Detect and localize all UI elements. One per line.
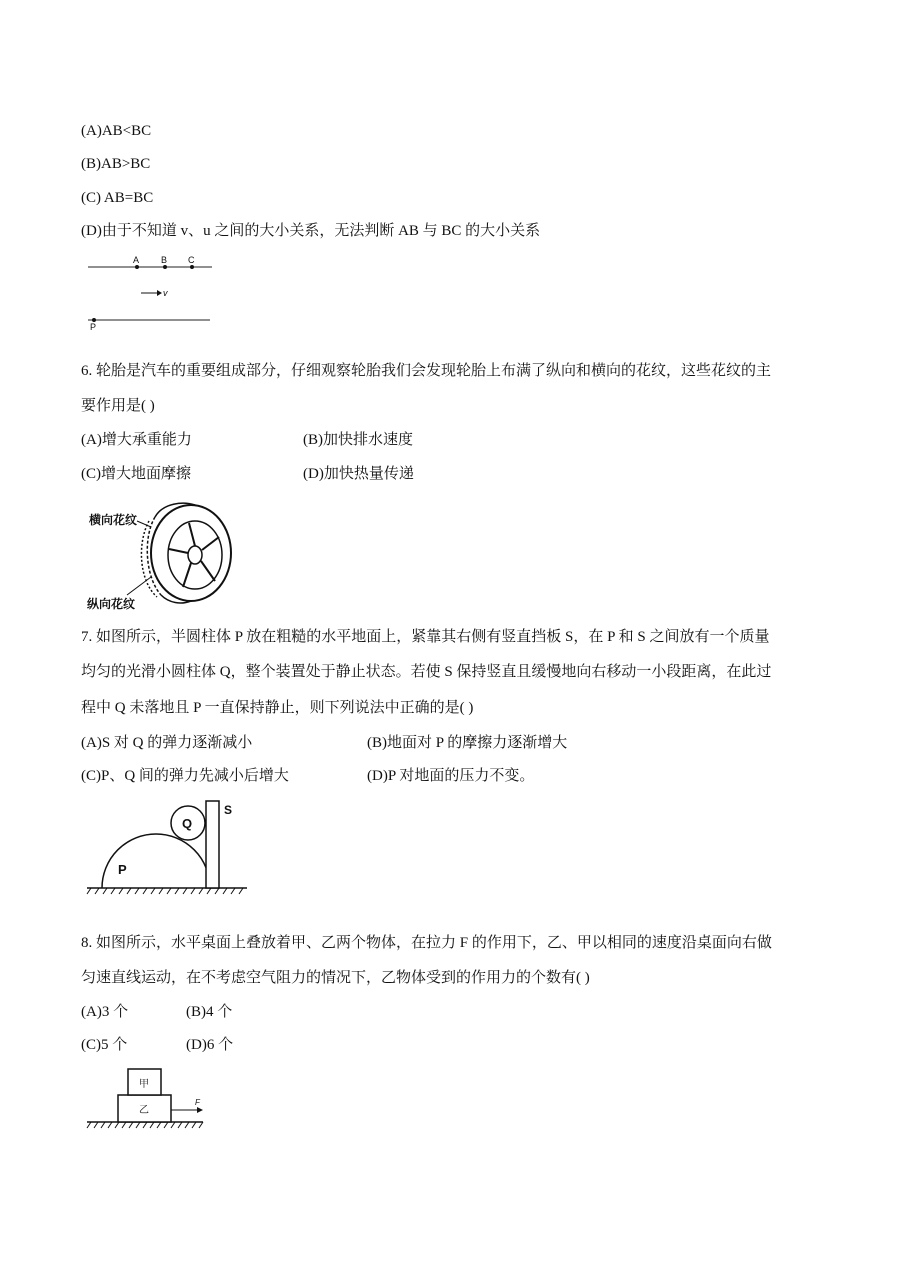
tire-icon (141, 503, 231, 603)
label-q: Q (182, 816, 193, 831)
label-bottom-block: 乙 (139, 1105, 149, 1116)
q5-option-c: (C) AB=BC (81, 190, 154, 206)
label-force: F (195, 1098, 200, 1107)
q8-option-d: (D)6 个 (186, 1037, 234, 1053)
q5-point-b-label: B (161, 255, 168, 265)
q5-velocity-label: v (163, 288, 168, 298)
label-top-block: 甲 (139, 1079, 149, 1090)
q5-point-a-label: A (133, 255, 140, 265)
q7-option-a: (A)S 对 Q 的弹力逐渐减小 (81, 735, 253, 751)
force-arrow-icon (197, 1107, 203, 1113)
velocity-arrow-icon (157, 290, 162, 296)
q7-option-d: (D)P 对地面的压力不变。 (367, 768, 535, 784)
q6-stem-line2: 要作用是( ) (81, 398, 155, 414)
label-longitudinal-pattern: 纵向花纹 (87, 597, 136, 611)
q5-observer-label: P (90, 322, 97, 332)
q7-option-c: (C)P、Q 间的弹力先减小后增大 (81, 768, 289, 784)
q6-option-b: (B)加快排水速度 (303, 432, 413, 448)
baffle-s (206, 801, 219, 888)
label-s: S (224, 803, 233, 817)
q8-stem-line2: 匀速直线运动，在不考虑空气阻力的情况下，乙物体受到的作用力的个数有( ) (81, 970, 590, 986)
q6-option-c: (C)增大地面摩擦 (81, 466, 191, 482)
q8-option-c: (C)5 个 (81, 1037, 128, 1053)
q7-figure (85, 795, 255, 900)
q5-option-a: (A)AB<BC (81, 123, 152, 139)
q7-stem-line3: 程中 Q 未落地且 P 一直保持静止，则下列说法中正确的是( ) (81, 700, 474, 716)
q5-option-d: (D)由于不知道 v、u 之间的大小关系，无法判断 AB 与 BC 的大小关系 (81, 223, 541, 239)
q6-option-a: (A)增大承重能力 (81, 432, 192, 448)
q7-stem-line1: 7. 如图所示，半圆柱体 P 放在粗糙的水平地面上，紧靠其右侧有竖直挡板 S，在 P 和 S 之间放有一个质量 (81, 629, 770, 645)
q7-option-b: (B)地面对 P 的摩擦力逐渐增大 (367, 735, 568, 751)
q5-figure (85, 250, 215, 335)
label-p: P (118, 862, 127, 877)
q7-stem-line2: 均匀的光滑小圆柱体 Q，整个装置处于静止状态。若使 S 保持竖直且缓慢地向右移动一小段距离，在此过 (81, 664, 772, 680)
q6-stem-line1: 6. 轮胎是汽车的重要组成部分，仔细观察轮胎我们会发现轮胎上布满了纵向和横向的花纹，这些花纹的主 (81, 363, 772, 379)
q5-option-b: (B)AB>BC (81, 156, 151, 172)
q8-option-b: (B)4 个 (186, 1004, 233, 1020)
q5-point-c-label: C (188, 255, 195, 265)
label-transverse-pattern: 横向花纹 (89, 513, 138, 527)
q6-option-d: (D)加快热量传递 (303, 466, 414, 482)
q8-option-a: (A)3 个 (81, 1004, 129, 1020)
q8-figure (85, 1066, 210, 1138)
q6-tire-figure (85, 497, 245, 615)
q8-stem-line1: 8. 如图所示，水平桌面上叠放着甲、乙两个物体，在拉力 F 的作用下，乙、甲以相同的速度沿桌面向右做 (81, 935, 772, 951)
half-cylinder-p (102, 834, 210, 888)
